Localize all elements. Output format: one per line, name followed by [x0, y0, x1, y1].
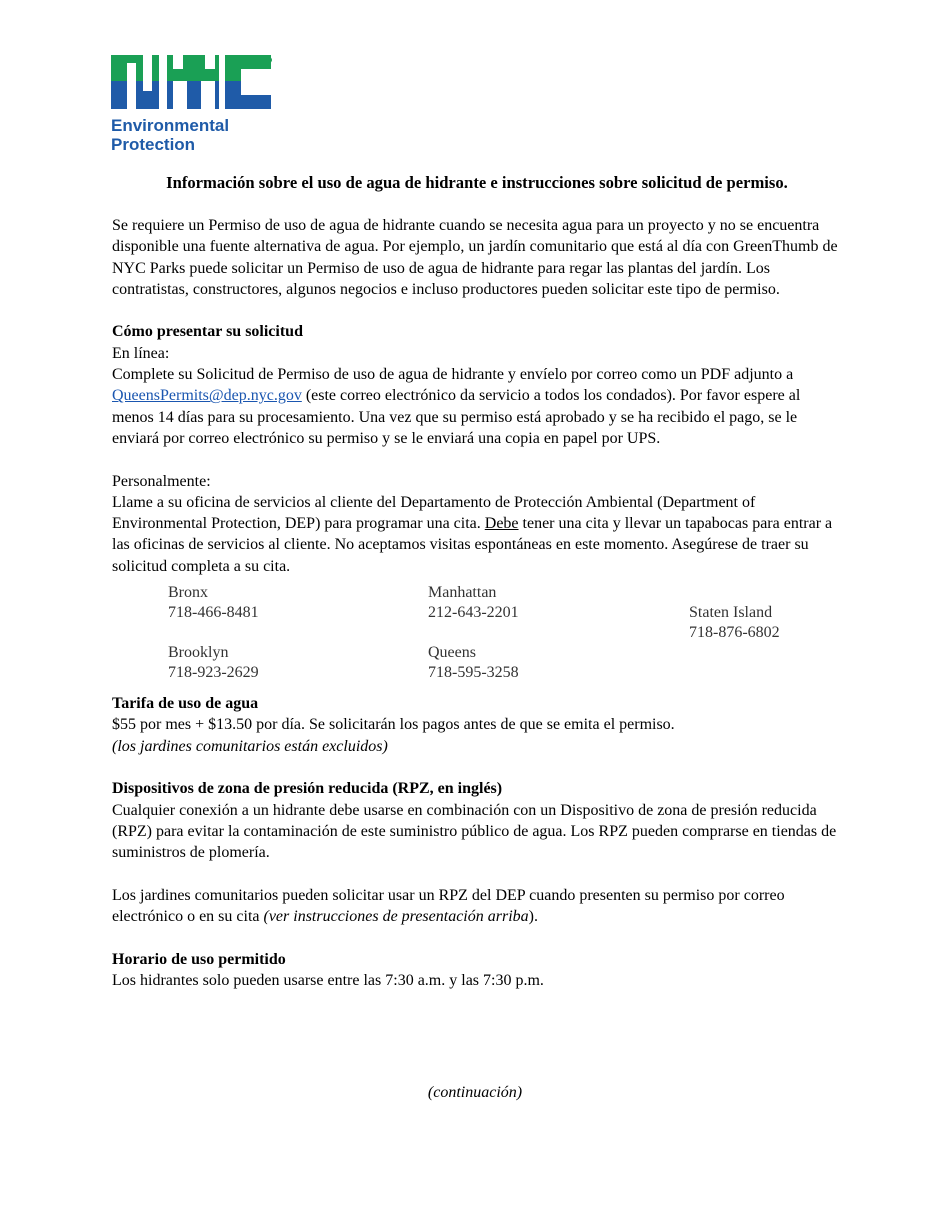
hours-text: Los hidrantes solo pueden usarse entre las 7:30 a.m. y las 7:30 p.m.	[112, 971, 544, 989]
office-queens	[428, 643, 519, 682]
office-name: Staten Island	[689, 604, 773, 622]
hours-heading: Horario de uso permitido	[112, 950, 286, 968]
in-person-text-after: tener una cita y llevar un tapabocas para entrar a las oficinas de servicios al cliente. No aceptamos visitas espontáneas en este momento. Asegúrese de traer su solicitud completa a su cita.	[112, 515, 833, 575]
office-phone: 718-876-6802	[689, 623, 780, 641]
office-name: Brooklyn	[168, 644, 229, 662]
office-phone: 718-466-8481	[168, 603, 259, 621]
office-phone: 718-923-2629	[168, 663, 259, 681]
office-staten-island	[689, 603, 780, 642]
office-name: Manhattan	[428, 584, 497, 602]
rpz-gardens-before: Los jardines comunitarios pueden solicitar usar un RPZ del DEP cuando presenten su permiso por correo electrónico o en su cita	[112, 886, 785, 926]
office-phone: 718-595-3258	[428, 663, 519, 681]
in-person-label: Personalmente:	[112, 472, 211, 490]
logo-line-environmental: Environmental	[111, 116, 230, 135]
online-label: En línea:	[112, 344, 170, 362]
must-emphasis: Debe	[484, 515, 519, 533]
office-manhattan	[428, 583, 519, 622]
online-text-before: Complete su Solicitud de Permiso de uso de agua de hidrante y envíelo por correo como un PDF adjunto a	[112, 366, 794, 384]
rpz-heading: Dispositivos de zona de presión reducida (RPZ, en inglés)	[112, 780, 503, 798]
online-paragraph	[112, 364, 842, 449]
intro-paragraph: Se requiere un Permiso de uso de agua de hidrante cuando se necesita agua para un proyecto y no se encuentra disponible una fuente alternativa de agua. Por ejemplo, un jardín comunitario que está al día con GreenThumb de NYC Parks puede solicitar un Permiso de uso de agua de hidrante para regar las plantas del jardín. Los contratistas, constructores, algunos negocios e incluso productores pueden solicitar este tipo de permiso.	[112, 217, 838, 298]
office-name: Bronx	[168, 584, 208, 602]
apply-heading: Cómo presentar su solicitud	[112, 323, 303, 341]
in-person-paragraph	[112, 492, 842, 577]
logo-line-protection: Protection	[111, 135, 196, 154]
continuation-note: (continuación)	[427, 1084, 523, 1101]
document-body	[112, 172, 842, 991]
office-bronx	[168, 583, 259, 622]
rpz-gardens-paragraph	[112, 885, 842, 928]
office-phone: 212-643-2201	[428, 603, 519, 621]
rpz-gardens-after: ).	[528, 908, 538, 926]
office-name: Queens	[428, 644, 476, 662]
in-person-text-before: Llame a su oficina de servicios al cliente del Departamento de Protección Ambiental (Department of Environmental Protection, DEP) para programar una cita.	[112, 493, 756, 533]
rpz-gardens-italic: (ver instrucciones de presentación arriba	[263, 908, 529, 926]
customer-service-offices	[112, 577, 842, 693]
fee-text: $55 por mes + $13.50 por día. Se solicitarán los pagos antes de que se emita el permiso.	[112, 716, 675, 734]
page-title: Información sobre el uso de agua de hidrante e instrucciones sobre solicitud de permiso.	[166, 173, 788, 192]
rpz-paragraph: Cualquier conexión a un hidrante debe usarse en combinación con un Dispositivo de zona de presión reducida (RPZ) para evitar la contaminación de este suministro público de agua. Los RPZ pueden comprarse en tiendas de suministros de plomería.	[112, 801, 837, 862]
fee-note: (los jardines comunitarios están excluidos)	[112, 737, 388, 755]
office-brooklyn	[168, 643, 259, 682]
online-text-after: (este correo electrónico da servicio a todos los condados). Por favor espere al menos 14 días para su procesamiento. Una vez que su permiso está aprobado y se ha recibido el pago, se le enviará por correo electrónico su permiso y se le enviará una copia en papel por UPS.	[112, 387, 801, 447]
queens-permits-email-link[interactable]: QueensPermits@dep.nyc.gov	[112, 387, 302, 405]
fee-heading: Tarifa de uso de agua	[112, 695, 259, 713]
